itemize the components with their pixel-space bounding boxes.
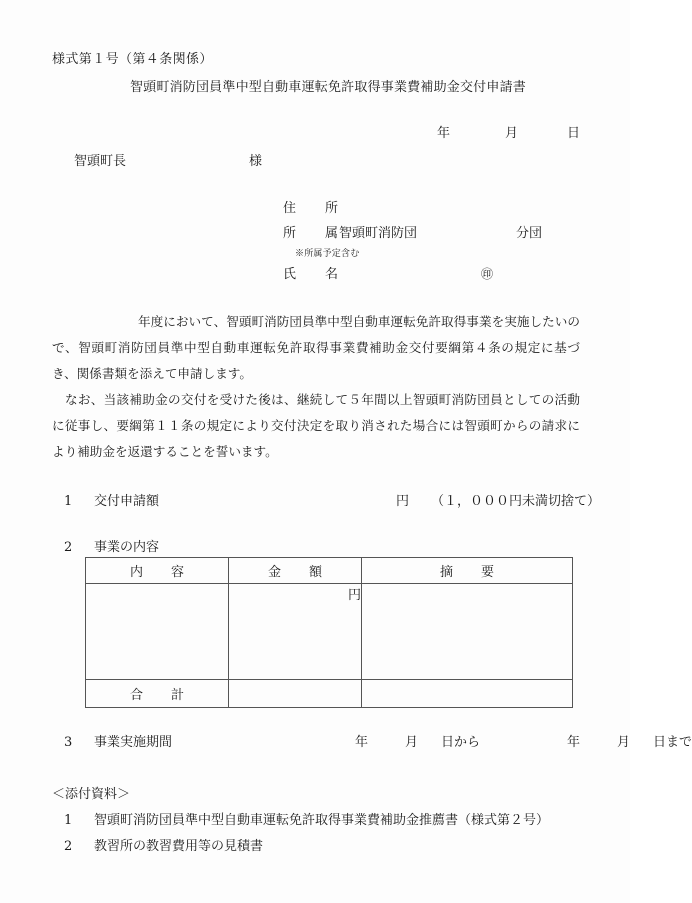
table-header-amount: 金額	[229, 558, 362, 584]
name-label: 氏 名	[283, 267, 347, 282]
affiliation-note: ※所属予定含む	[295, 249, 360, 259]
attachment-2-number: 2	[64, 839, 73, 854]
address-label: 住 所	[283, 201, 347, 216]
item-3-number: 3	[64, 735, 73, 750]
body-paragraph-1: 年度において、智頭町消防団員準中型自動車運転免許取得事業を実施したいので、智頭町消防団員準中型自動車運転免許取得事業費補助金交付要綱第４条の規定に基づき、関係書類を添えて申請します。	[52, 314, 580, 381]
item-1-note: （１，０００円未満切捨て）	[431, 494, 601, 509]
applicant-name-row	[283, 262, 583, 287]
item-3-project-period	[64, 731, 692, 750]
item-1-label: 交付申請額	[94, 494, 160, 509]
item-2-project-content	[64, 536, 159, 555]
table-header-row	[86, 558, 573, 584]
table-total-row	[86, 680, 573, 708]
attachment-1-number: 1	[64, 813, 73, 828]
item-3-from-day: 日から	[441, 735, 481, 750]
addressee	[74, 150, 262, 169]
date-month-label: 月	[504, 126, 518, 141]
attachment-2-text: 教習所の教習費用等の見積書	[94, 839, 264, 854]
item-1-application-amount	[64, 490, 600, 509]
applicant-affiliation-row	[283, 221, 583, 246]
item-3-from-year: 年	[355, 735, 369, 750]
body-paragraph-2: なお、当該補助金の交付を受けた後は、継続して５年間以上智頭町消防団員としての活動に従事し、要綱第１１条の規定により交付決定を取り消された場合には智頭町からの請求により補助金を返還することを誓います。	[52, 392, 580, 459]
item-3-label: 事業実施期間	[94, 735, 173, 750]
table-total-label: 合計	[86, 680, 229, 708]
applicant-block	[283, 196, 583, 287]
table-cell-remarks[interactable]	[362, 584, 573, 680]
affiliation-value: 智頭町消防団	[339, 226, 418, 241]
attachment-1-text: 智頭町消防団員準中型自動車運転免許取得事業費補助金推薦書（様式第２号）	[94, 813, 550, 828]
document-title: 智頭町消防団員準中型自動車運転免許取得事業費補助金交付申請書	[129, 80, 526, 95]
item-2-number: 2	[64, 540, 73, 555]
item-3-to-day: 日まで	[653, 735, 692, 750]
item-1-number: 1	[64, 494, 73, 509]
table-header-content: 内容	[86, 558, 229, 584]
table-cell-amount-unit[interactable]: 円	[229, 584, 362, 680]
table-row	[86, 584, 573, 680]
affiliation-label: 所 属	[283, 226, 347, 241]
addressee-name: 智頭町長	[74, 154, 127, 169]
project-content-table	[85, 557, 573, 708]
table-total-amount[interactable]	[229, 680, 362, 708]
item-3-to-month: 月	[617, 735, 631, 750]
table-header-remarks: 摘要	[362, 558, 573, 584]
form-number: 様式第１号（第４条関係）	[52, 52, 213, 67]
item-3-to-year: 年	[567, 735, 581, 750]
item-1-unit: 円	[396, 494, 410, 509]
date-year-label: 年	[436, 126, 450, 141]
table-cell-content[interactable]	[86, 584, 229, 680]
applicant-address-row	[283, 196, 583, 221]
affiliation-unit: 分団	[516, 226, 543, 241]
attachment-item-1	[64, 809, 549, 828]
attachments-title: ＜添付資料＞	[52, 787, 131, 802]
table-total-remarks[interactable]	[362, 680, 573, 708]
date-line	[330, 122, 580, 141]
item-2-label: 事業の内容	[94, 540, 160, 555]
date-day-label: 日	[566, 126, 580, 141]
seal-icon: ㊞	[481, 267, 494, 281]
item-3-from-month: 月	[405, 735, 419, 750]
attachment-item-2	[64, 835, 263, 854]
addressee-honorific: 様	[249, 154, 263, 169]
